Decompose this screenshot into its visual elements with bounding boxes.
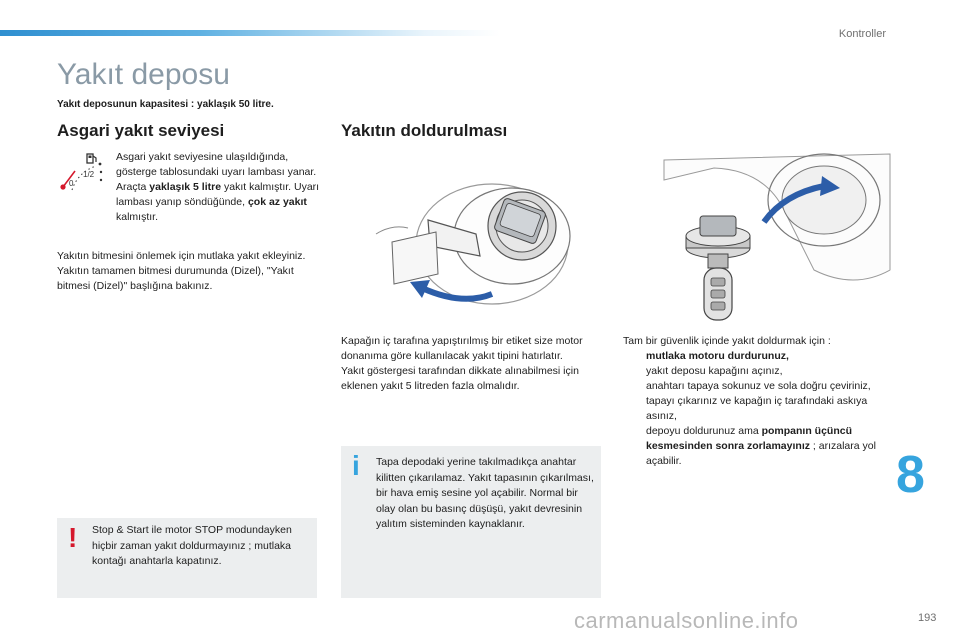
warning-exclamation-icon: ! (68, 522, 78, 553)
min-level-heading: Asgari yakıt seviyesi (57, 121, 225, 140)
safety-list (623, 349, 893, 469)
warning-box (57, 518, 317, 598)
gauge-half-label: 1/2 (83, 170, 95, 179)
rotation-arrow-icon (422, 288, 492, 299)
list-item: tapayı çıkarınız ve kapağın iç tarafındaki askıya asınız, (646, 395, 868, 422)
fuel-cap-key-illustration (654, 150, 890, 322)
list-item: mutlaka motoru durdurunuz, (646, 350, 789, 362)
header-accent-bar (0, 30, 500, 36)
chapter-number: 8 (896, 446, 925, 504)
fuel-pump-icon (87, 154, 96, 163)
list-item: anahtarı tapaya sokunuz ve sola doğru çeviriniz, (646, 380, 871, 392)
label-text: Kapağın iç tarafına yapıştırılmış bir etiket size motor donanıma göre kullanılacak yakıt tipini hatırlatır. Yakıt göstergesi tarafından dikkate alınabilmesi için eklenen yakıt 5 litreden fazla olmalıdır. (341, 335, 583, 392)
safety-steps (623, 334, 893, 469)
info-box (341, 446, 601, 598)
min-level-text: Asgari yakıt seviyesine ulaşıldığında, gösterge tablosundaki uyarı lambası yanar. Araçta yaklaşık 5 litre yakıt kalmıştır. Uyarı lambası yanıp söndüğünde, çok az yakıt kalmıştır. (116, 151, 320, 223)
fuel-gauge-icon (56, 150, 106, 196)
fuel-flap-illustration (372, 184, 602, 312)
fuel-cap (686, 216, 750, 258)
safety-intro: Tam bir güvenlik içinde yakıt doldurmak için : (623, 335, 831, 347)
page-number: 193 (918, 612, 937, 624)
prevent-text: Yakıtın bitmesini önlemek için mutlaka yakıt ekleyiniz. Yakıtın tamamen bitmesi durumunda (Dizel), "Yakıt bitmesi (Dizel)" başlığına bakınız. (57, 250, 306, 292)
info-text: Tapa depodaki yerine takılmadıkça anahtar kilitten çıkarılamaz. Yakıt tapasının çıkarılması, bir hava emiş sesine yol açabilir. Normal bir olay olan bu basınç düşüşü, yakıt devresinin yalıtım sisteminden kaynaklanır. (376, 456, 594, 530)
capacity-note: Yakıt deposunun kapasitesi : yaklaşık 50 litre. (57, 99, 274, 110)
filling-heading: Yakıtın doldurulması (341, 121, 508, 140)
info-icon: i (352, 450, 360, 481)
page-title: Yakıt deposu (57, 58, 230, 91)
watermark: carmanualsonline.info (574, 608, 799, 633)
list-item: yakıt deposu kapağını açınız, (646, 365, 783, 377)
key-icon (704, 254, 732, 320)
section-label: Kontroller (838, 28, 886, 40)
gauge-zero-label: 0 (69, 179, 74, 188)
warning-text: Stop & Start ile motor STOP modundayken hiçbir zaman yakıt doldurmayınız ; mutlaka kontağı anahtarla kapatınız. (92, 524, 292, 567)
list-item: depoyu doldurunuz ama pompanın üçüncü kesmesinden sonra zorlamayınız ; arızalara yol açabilir. (646, 425, 876, 467)
